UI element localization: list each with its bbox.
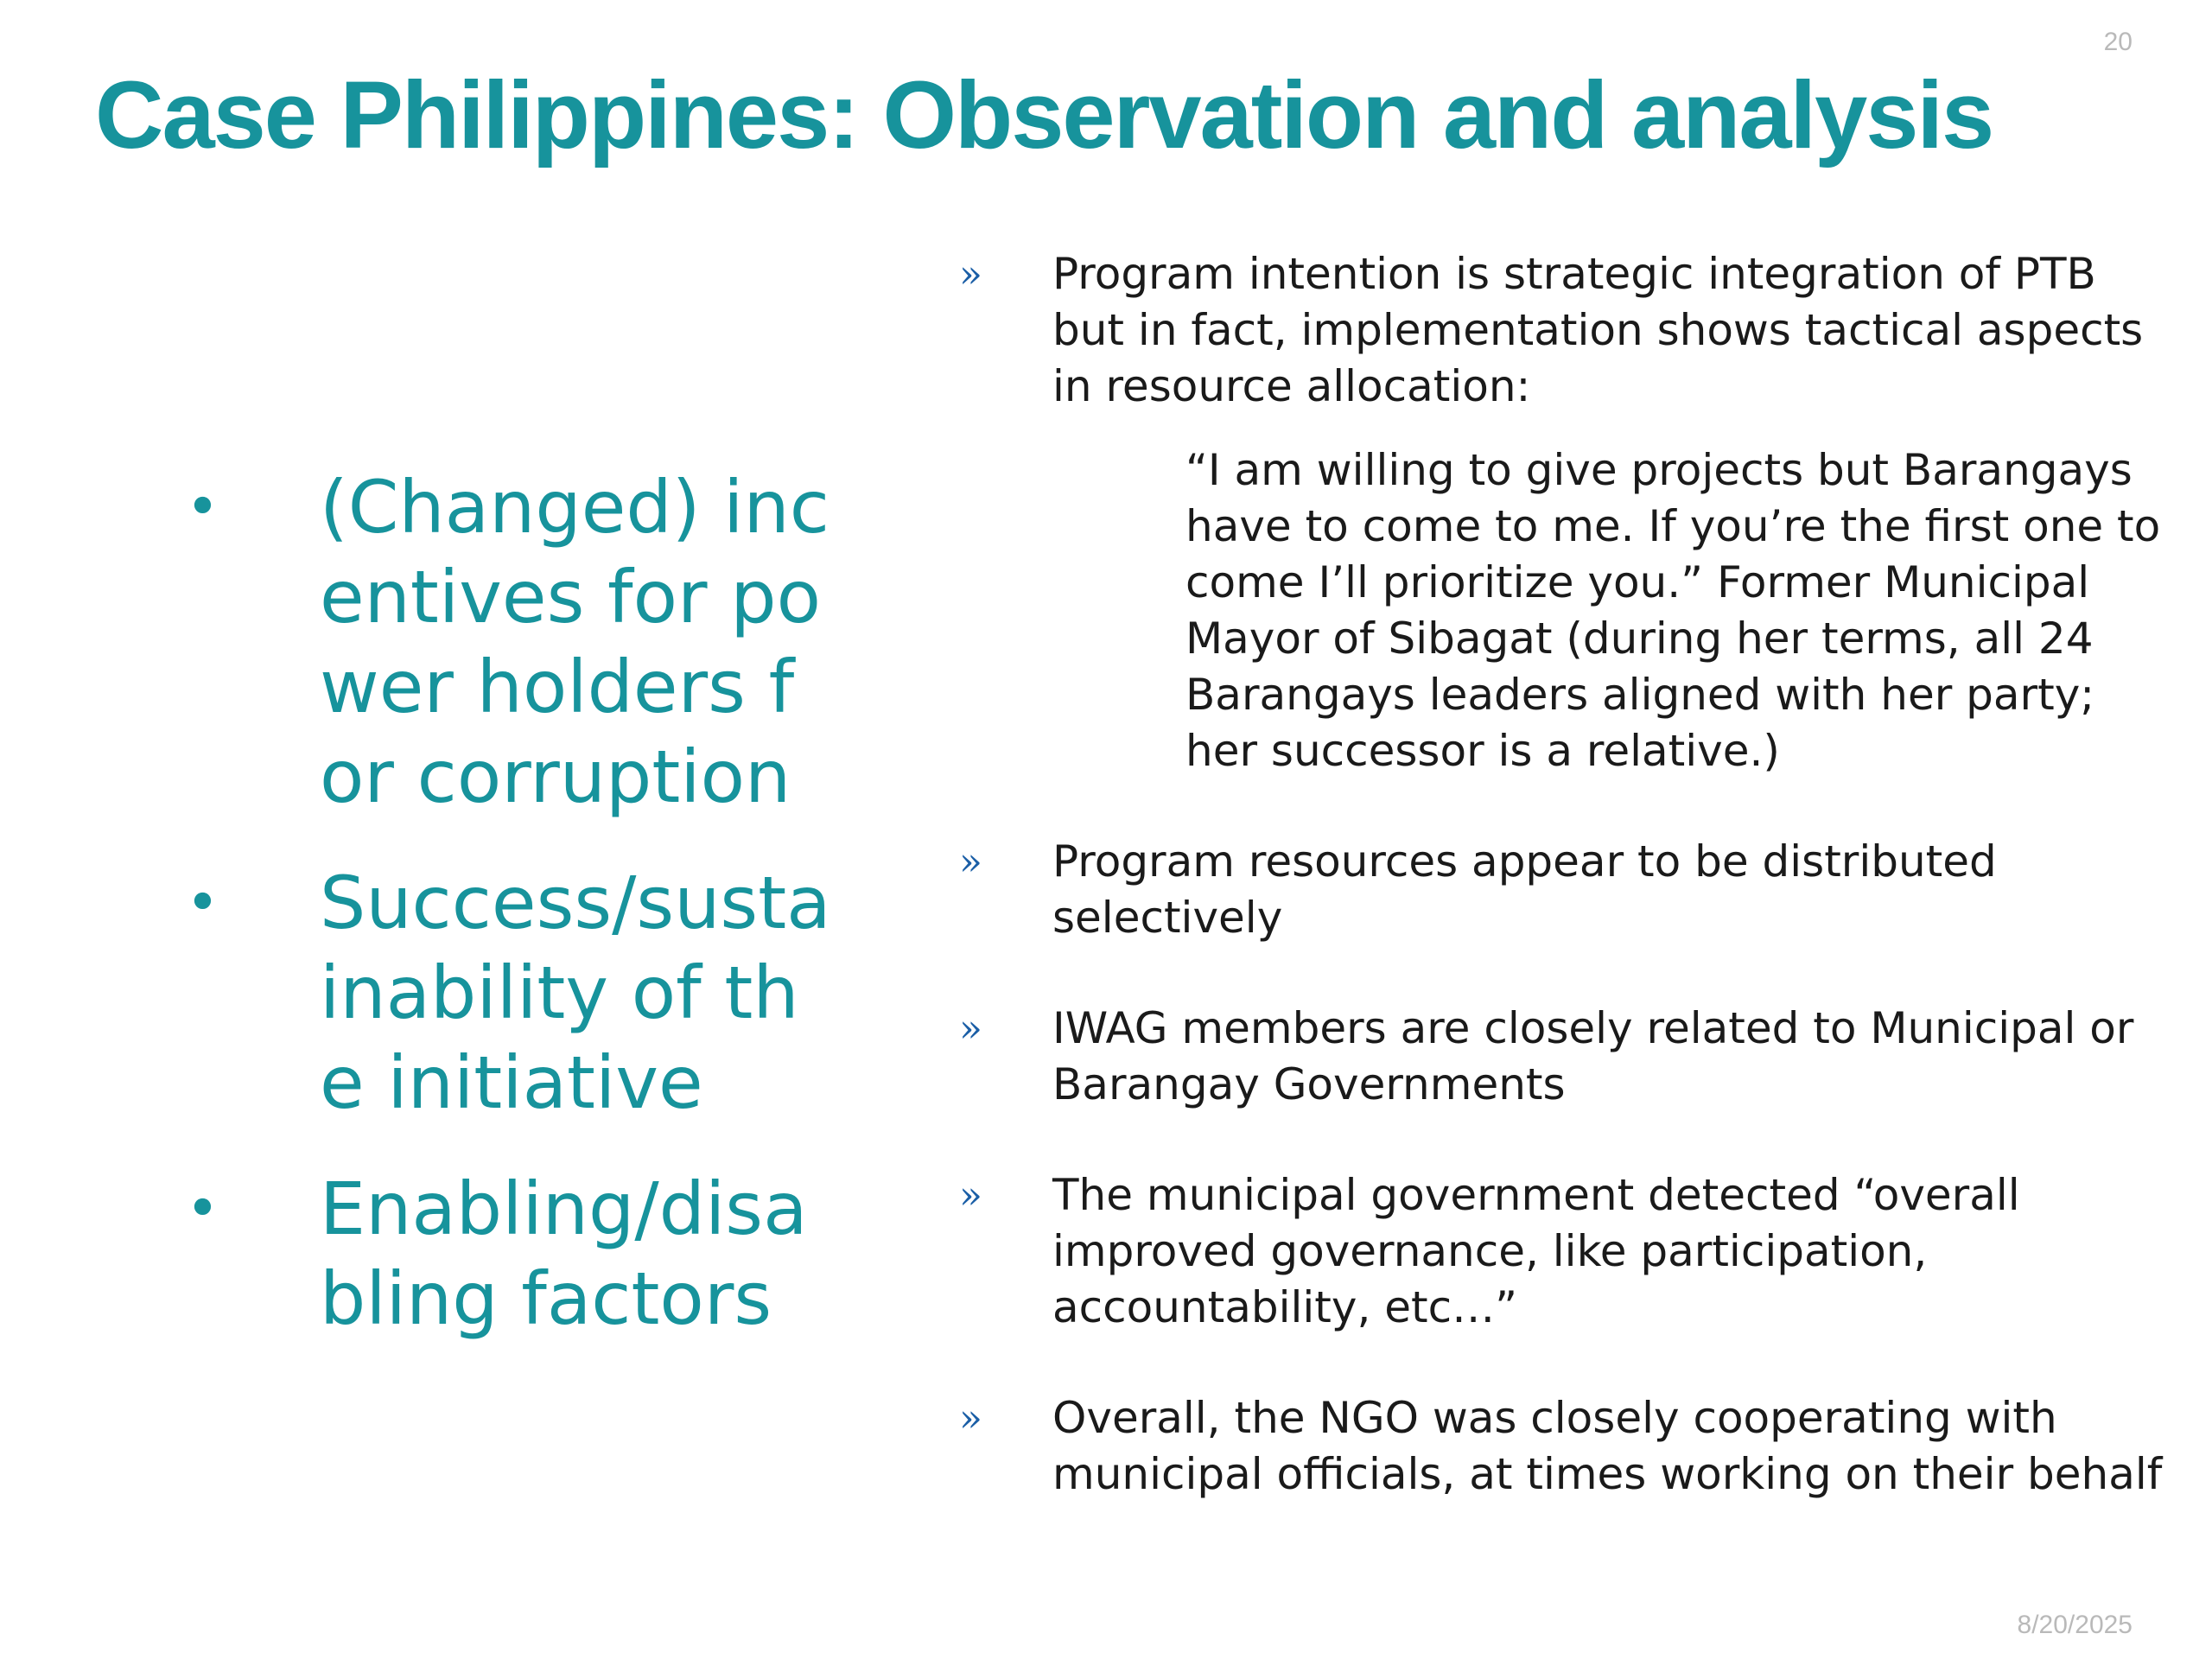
double-chevron-icon: »	[959, 840, 982, 884]
observation-text: Program resources appear to be distributed selectively	[1052, 836, 1997, 943]
double-chevron-icon: »	[959, 1396, 982, 1440]
left-topic-item	[186, 858, 877, 1128]
observation-text: Overall, the NGO was closely cooperating with municipal officials, at times working on their behalf	[1052, 1393, 2163, 1499]
quote-block: “I am willing to give projects but Barangays have to come to me. If you’re the first one to come I’ll prioritize you.” Former Municipal Mayor of Sibagat (during her terms, all 24 Barangays leaders aligned with her party; her successor is a relative.)	[1185, 445, 2161, 776]
left-topic-text: (Changed) incentives for power holders for corruption	[320, 465, 830, 819]
left-topic-text: Enabling/disabling factors	[320, 1166, 808, 1341]
observation-item	[959, 1001, 2169, 1113]
observation-text: The municipal government detected “overall improved governance, like participation, accountability, etc…”	[1052, 1170, 2020, 1332]
right-observation-list	[959, 246, 2169, 1557]
observation-item	[959, 1167, 2169, 1336]
left-topic-item	[186, 1164, 877, 1344]
observation-text: IWAG members are closely related to Municipal or Barangay Governments	[1052, 1003, 2134, 1109]
double-chevron-icon: »	[959, 252, 982, 296]
left-topic-item	[186, 462, 877, 822]
footer-date: 8/20/2025	[2017, 1611, 2133, 1639]
bullet-icon: •	[186, 1175, 219, 1242]
page-number: 20	[2103, 28, 2133, 56]
observation-item	[959, 834, 2169, 946]
double-chevron-icon: »	[959, 1173, 982, 1217]
observation-text: Program intention is strategic integration of PTB but in fact, implementation shows tactical aspects in resource allocation:	[1052, 249, 2144, 411]
bullet-icon: •	[186, 474, 219, 540]
observation-item	[959, 1390, 2169, 1503]
left-topic-text: Success/sustainability of the initiative	[320, 861, 831, 1125]
bullet-icon: •	[186, 869, 219, 936]
double-chevron-icon: »	[959, 1007, 982, 1051]
slide-title: Case Philippines: Observation and analysis	[95, 62, 1993, 168]
left-topic-list	[186, 462, 877, 1380]
observation-item	[959, 246, 2169, 415]
